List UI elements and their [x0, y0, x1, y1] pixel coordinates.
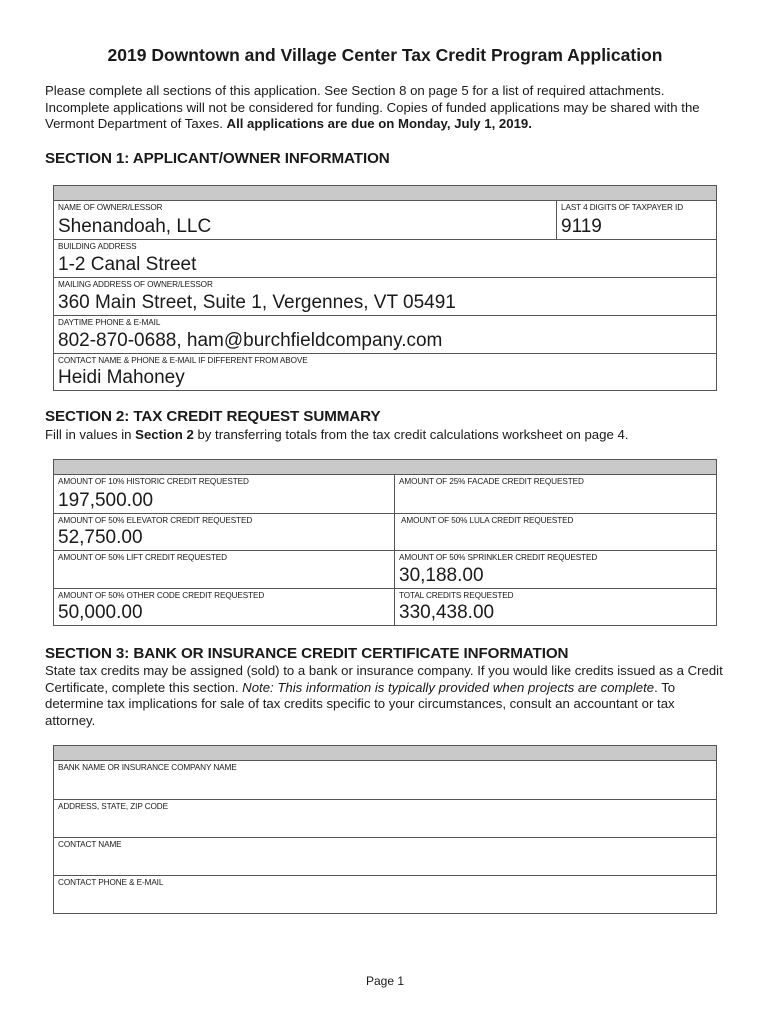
- intro-paragraph: [45, 83, 730, 133]
- contact-name-row[interactable]: [54, 837, 716, 875]
- total-value[interactable]: 330,438.00: [399, 602, 495, 623]
- owner-label: NAME OF OWNER/LESSOR: [58, 203, 163, 212]
- owner-cell[interactable]: [54, 201, 556, 239]
- lula-cell[interactable]: [394, 514, 716, 550]
- mailing-row[interactable]: [54, 277, 716, 315]
- lula-label: AMOUNT OF 50% LULA CREDIT REQUESTED: [401, 516, 574, 525]
- address-label: ADDRESS, STATE, ZIP CODE: [58, 802, 168, 811]
- sprinkler-cell[interactable]: [394, 551, 716, 588]
- building-row[interactable]: [54, 239, 716, 277]
- section-2-heading: SECTION 2: TAX CREDIT REQUEST SUMMARY: [45, 408, 381, 425]
- section-3-line-4: attorney.: [45, 712, 96, 728]
- other-code-cell[interactable]: [54, 589, 394, 625]
- contact-name-label: CONTACT NAME: [58, 840, 122, 849]
- intro-line-2: Incomplete applications will not be considered for funding. Copies of funded applications may be shared with the: [45, 99, 700, 115]
- lift-label: AMOUNT OF 50% LIFT CREDIT REQUESTED: [58, 553, 227, 562]
- elevator-cell[interactable]: [54, 514, 394, 550]
- owner-row: [54, 201, 716, 239]
- intro-line-1: Please complete all sections of this application. See Section 8 on page 5 for a list of required attachments.: [45, 83, 665, 98]
- facade-cell[interactable]: [394, 475, 716, 513]
- contact-label: CONTACT NAME & PHONE & E-MAIL IF DIFFERENT FROM ABOVE: [58, 356, 308, 365]
- taxid-label: LAST 4 DIGITS OF TAXPAYER ID: [561, 203, 684, 212]
- section-1-header-bar: [54, 186, 716, 201]
- intro-line-3-text: Vermont Department of Taxes.: [45, 116, 227, 131]
- section-3-line-2-end: . To: [654, 679, 676, 695]
- contact-phone-label: CONTACT PHONE & E-MAIL: [58, 878, 164, 887]
- section-2-instr-bold: Section 2: [135, 427, 194, 442]
- credit-row-2: [54, 513, 716, 550]
- phone-row[interactable]: [54, 315, 716, 353]
- taxid-cell[interactable]: [556, 201, 716, 239]
- mailing-value[interactable]: 360 Main Street, Suite 1, Vergennes, VT 05491: [58, 292, 456, 313]
- section-3-paragraph: [45, 663, 730, 729]
- other-code-value[interactable]: 50,000.00: [58, 602, 143, 623]
- facade-label: AMOUNT OF 25% FACADE CREDIT REQUESTED: [399, 477, 584, 486]
- phone-label: DAYTIME PHONE & E-MAIL: [58, 318, 161, 327]
- section-2-form: [53, 459, 717, 626]
- historic-value[interactable]: 197,500.00: [58, 490, 154, 511]
- page-title: 2019 Downtown and Village Center Tax Credit Program Application: [107, 45, 663, 65]
- section-3-note: Note: This information is typically provided when projects are complete: [242, 679, 655, 695]
- mailing-label: MAILING ADDRESS OF OWNER/LESSOR: [58, 280, 213, 289]
- section-2-instr-post: by transferring totals from the tax credit calculations worksheet on page 4.: [193, 427, 629, 442]
- contact-phone-row[interactable]: [54, 875, 716, 913]
- phone-value[interactable]: 802-870-0688, ham@burchfieldcompany.com: [58, 330, 443, 351]
- section-2-header-bar: [54, 460, 716, 475]
- section-3-heading: SECTION 3: BANK OR INSURANCE CREDIT CERTIFICATE INFORMATION: [45, 645, 569, 662]
- section-1-form: [53, 185, 717, 391]
- elevator-label: AMOUNT OF 50% ELEVATOR CREDIT REQUESTED: [58, 516, 253, 525]
- address-row[interactable]: [54, 799, 716, 837]
- contact-value[interactable]: Heidi Mahoney: [58, 367, 185, 388]
- section-3-line-1: State tax credits may be assigned (sold) to a bank or insurance company. If you would like credits issued as a Credit: [45, 663, 723, 678]
- other-code-label: AMOUNT OF 50% OTHER CODE CREDIT REQUESTED: [58, 591, 265, 600]
- credit-row-1: [54, 475, 716, 513]
- credit-row-3: [54, 550, 716, 588]
- section-1-heading: SECTION 1: APPLICANT/OWNER INFORMATION: [45, 150, 390, 167]
- historic-cell[interactable]: [54, 475, 394, 513]
- total-cell[interactable]: [394, 589, 716, 625]
- contact-row[interactable]: [54, 353, 716, 390]
- section-3-form: [53, 745, 717, 914]
- sprinkler-label: AMOUNT OF 50% SPRINKLER CREDIT REQUESTED: [399, 553, 598, 562]
- lift-cell[interactable]: [54, 551, 394, 588]
- building-value[interactable]: 1-2 Canal Street: [58, 254, 197, 275]
- section-2-instr-pre: Fill in values in: [45, 427, 136, 442]
- section-3-line-2-text: Certificate, complete this section.: [45, 679, 243, 695]
- bank-row[interactable]: [54, 761, 716, 799]
- section-2-instructions: [45, 427, 730, 444]
- due-date-notice: All applications are due on Monday, July 1, 2019.: [226, 116, 532, 131]
- section-3-header-bar: [54, 746, 716, 761]
- elevator-value[interactable]: 52,750.00: [58, 527, 143, 548]
- bank-label: BANK NAME OR INSURANCE COMPANY NAME: [58, 763, 237, 772]
- total-label: TOTAL CREDITS REQUESTED: [399, 591, 514, 600]
- intro-line-3: [45, 116, 730, 133]
- section-3-line-3: determine tax implications for sale of tax credits specific to your circumstances, consult an accountant or tax: [45, 696, 675, 711]
- page-number: Page 1: [365, 974, 405, 988]
- sprinkler-value[interactable]: 30,188.00: [399, 565, 484, 586]
- building-label: BUILDING ADDRESS: [58, 242, 137, 251]
- taxid-value[interactable]: 9119: [561, 216, 602, 237]
- credit-row-4: [54, 588, 716, 625]
- historic-label: AMOUNT OF 10% HISTORIC CREDIT REQUESTED: [58, 477, 249, 486]
- owner-value[interactable]: Shenandoah, LLC: [58, 216, 212, 237]
- section-3-line-2: [45, 680, 730, 697]
